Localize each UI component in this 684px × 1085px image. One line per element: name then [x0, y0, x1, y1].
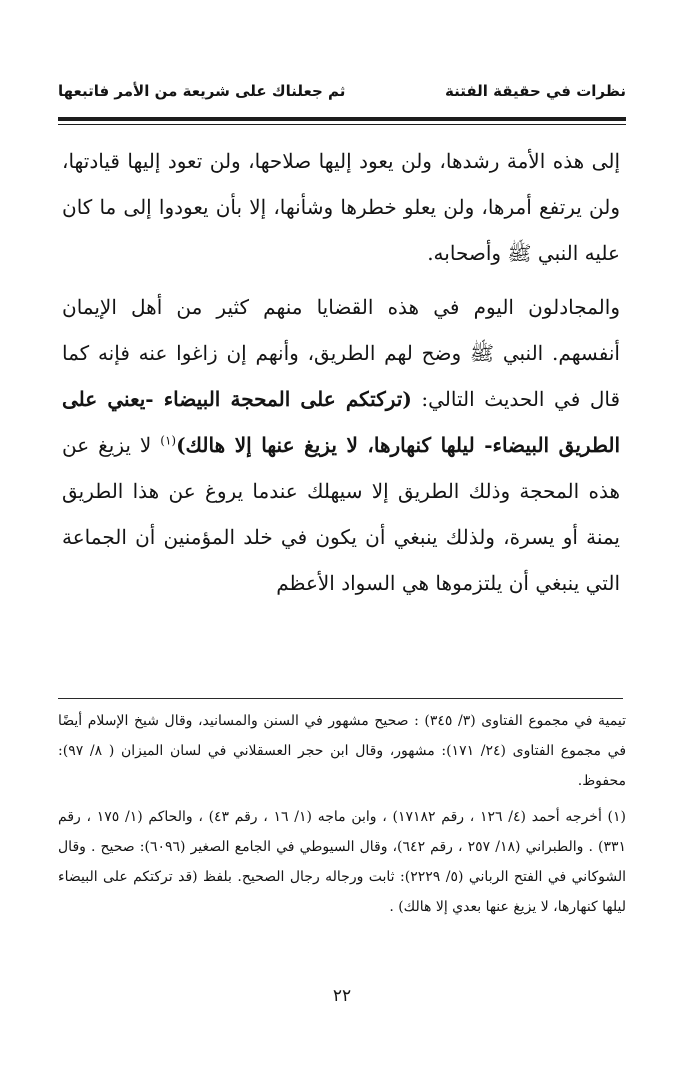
- page-number: ٢٢: [332, 986, 352, 1006]
- main-text: [62, 138, 620, 606]
- running-header: [58, 74, 626, 108]
- paragraph-1: إلى هذه الأمة رشدها، ولن يعود إليها صلاحها، ولن تعود إليها قيادتها، ولن يرتفع أمرها، ولن يعلو خطرها وشأنها، إلا بأن يعودوا إلى ما كان عليه النبي ﷺ وأصحابه.: [62, 149, 620, 265]
- footnote-continued: تيمية في مجموع الفتاوى (٣/ ٣٤٥) : صحيح مشهور في السنن والمسانيد، وقال شيخ الإسلام أيضًا في مجموع الفتاوى (٢٤/ ١٧١): مشهور، وقال ابن حجر العسقلاني في لسان الميزان ( ٨/ ٩٧): محفوظ.: [58, 713, 627, 789]
- paragraph-2-intro: والمجادلون اليوم في هذه القضايا منهم كثير من أهل الإيمان أنفسهم. النبي ﷺ وضح لهم الطريق، وأنهم إن زاغوا عنه فإنه كما قال في الحديث التالي:: [62, 295, 620, 411]
- footnote-separator: [58, 698, 623, 699]
- paragraph-2-outro: لا يزيغ عن هذه المحجة وذلك الطريق إلا سيهلك عندما يروغ عن هذا الطريق يمنة أو يسرة، ولذلك ينبغي أن يكون في خلد المؤمنين أن الجماعة التي ينبغي أن يلتزموها هي السواد الأعظم: [62, 433, 620, 595]
- paragraph-2: [62, 284, 620, 606]
- hadith-quote: (تركتكم على المحجة البيضاء -يعني على الطريق البيضاء- ليلها كنهارها، لا يزيغ عنها إلا هالك): [62, 387, 621, 457]
- header-rule-thick: [58, 117, 626, 121]
- footnotes: [58, 706, 626, 922]
- book-title: نظرات في حقيقة الفتنة: [445, 82, 626, 100]
- header-rule-thin: [58, 124, 626, 125]
- footnote-1: (١) أخرجه أحمد (٤/ ١٢٦ ، رقم ١٧١٨٢) ، وابن ماجه (١/ ١٦ ، رقم ٤٣) ، والحاكم (١/ ١٧٥ ، رقم ٣٣١) . والطبراني (١٨/ ٢٥٧ ، رقم ٦٤٢)، وقال السيوطي في الجامع الصغير (٦٠٩٦): صحيح . وقال الشوكاني في الفتح الرباني (٥/ ٢٢٢٩): ثابت ورجاله رجال الصحيح. بلفظ (قد تركتكم على البيضاء ليلها كنهارها، لا يزيغ عنها بعدي إلا هالك) .: [58, 809, 627, 915]
- footnote-reference: (١): [160, 433, 177, 448]
- chapter-title: ثم جعلناك على شريعة من الأمر فاتبعها: [58, 82, 346, 100]
